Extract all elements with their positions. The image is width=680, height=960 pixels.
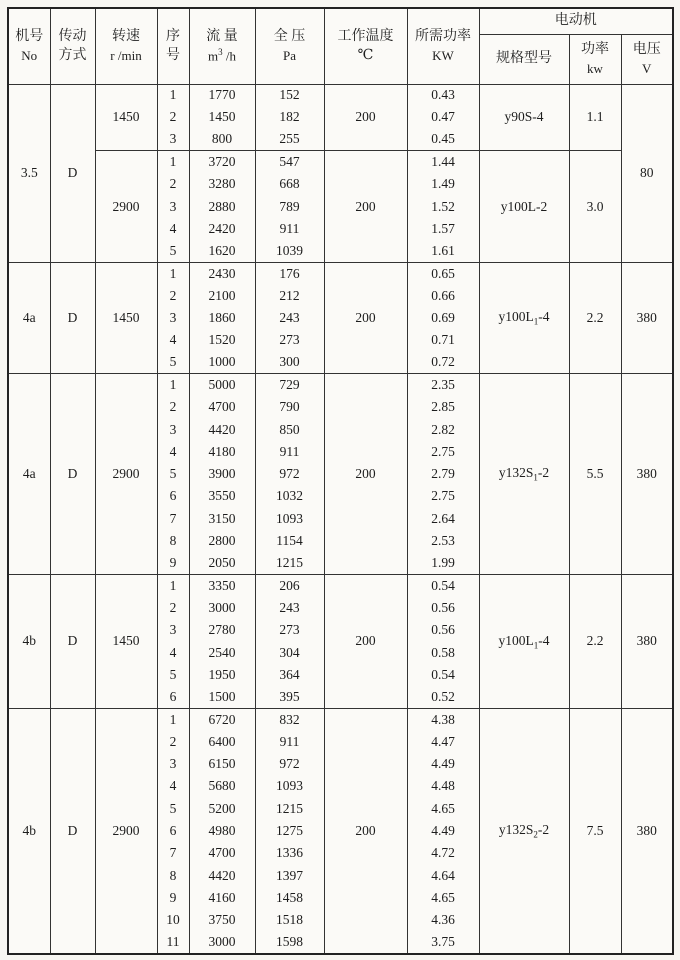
cell-temperature: 200 <box>324 575 407 709</box>
col-header-index <box>157 8 189 84</box>
cell-machine-no: 4a <box>8 262 50 373</box>
cell-required-power: 3.75 <box>407 931 479 953</box>
cell-flow: 3150 <box>189 508 255 530</box>
cell-pressure: 1518 <box>255 909 324 931</box>
cell-voltage: 380 <box>621 262 673 373</box>
motor-power-unit: kw <box>587 60 603 76</box>
cell-index: 9 <box>157 887 189 909</box>
cell-machine-no: 3.5 <box>8 84 50 262</box>
cell-index: 10 <box>157 909 189 931</box>
col-header-motor-group: 电动机 <box>479 8 673 34</box>
cell-pressure: 304 <box>255 641 324 663</box>
cell-flow: 5000 <box>189 374 255 396</box>
cell-flow: 1520 <box>189 329 255 351</box>
cell-flow: 4160 <box>189 887 255 909</box>
cell-index: 11 <box>157 931 189 953</box>
table-header <box>8 8 673 84</box>
col-header-flow <box>189 8 255 84</box>
cell-flow: 1620 <box>189 240 255 262</box>
col-header-voltage <box>621 34 673 84</box>
cell-index: 6 <box>157 820 189 842</box>
cell-required-power: 0.47 <box>407 106 479 128</box>
cell-flow: 3750 <box>189 909 255 931</box>
cell-index: 4 <box>157 775 189 797</box>
cell-motor-power: 2.2 <box>569 262 621 373</box>
cell-pressure: 1093 <box>255 508 324 530</box>
cell-index: 3 <box>157 195 189 217</box>
cell-index: 2 <box>157 106 189 128</box>
col-header-motor-model: 规格型号 <box>479 34 569 84</box>
cell-pressure: 972 <box>255 463 324 485</box>
cell-index: 7 <box>157 508 189 530</box>
cell-required-power: 4.49 <box>407 753 479 775</box>
cell-index: 4 <box>157 441 189 463</box>
cell-voltage: 380 <box>621 575 673 709</box>
cell-pressure: 243 <box>255 307 324 329</box>
cell-flow: 800 <box>189 129 255 151</box>
cell-index: 1 <box>157 84 189 106</box>
drive-label-2: 方式 <box>58 48 87 64</box>
cell-flow: 3350 <box>189 575 255 597</box>
cell-flow: 3000 <box>189 597 255 619</box>
cell-pressure: 1032 <box>255 485 324 507</box>
cell-motor-model: y100L-2 <box>479 151 569 262</box>
temperature-label: 工作温度 <box>337 28 394 44</box>
cell-index: 6 <box>157 686 189 708</box>
fan-spec-table <box>7 7 674 955</box>
table-row <box>8 374 673 396</box>
cell-flow: 3550 <box>189 485 255 507</box>
pressure-unit: Pa <box>283 47 296 63</box>
cell-flow: 1860 <box>189 307 255 329</box>
table-row <box>8 84 673 106</box>
cell-flow: 4420 <box>189 418 255 440</box>
cell-motor-model: y90S-4 <box>479 84 569 151</box>
cell-index: 9 <box>157 552 189 574</box>
cell-index: 1 <box>157 262 189 284</box>
cell-pressure: 1397 <box>255 864 324 886</box>
cell-flow: 3000 <box>189 931 255 953</box>
cell-index: 4 <box>157 329 189 351</box>
cell-pressure: 243 <box>255 597 324 619</box>
cell-required-power: 0.54 <box>407 575 479 597</box>
cell-index: 8 <box>157 864 189 886</box>
cell-required-power: 4.38 <box>407 708 479 730</box>
cell-index: 3 <box>157 753 189 775</box>
cell-required-power: 0.45 <box>407 129 479 151</box>
cell-index: 1 <box>157 708 189 730</box>
flow-label: 流 量 <box>206 28 238 44</box>
cell-machine-no: 4b <box>8 575 50 709</box>
cell-required-power: 2.53 <box>407 530 479 552</box>
cell-pressure: 668 <box>255 173 324 195</box>
cell-flow: 2800 <box>189 530 255 552</box>
index-label-2: 号 <box>166 48 180 64</box>
cell-flow: 1950 <box>189 664 255 686</box>
cell-motor-power: 7.5 <box>569 708 621 953</box>
cell-required-power: 2.75 <box>407 485 479 507</box>
cell-flow: 2880 <box>189 195 255 217</box>
cell-flow: 1450 <box>189 106 255 128</box>
cell-pressure: 1215 <box>255 798 324 820</box>
cell-flow: 1770 <box>189 84 255 106</box>
cell-index: 5 <box>157 798 189 820</box>
cell-temperature: 200 <box>324 708 407 953</box>
cell-pressure: 1336 <box>255 842 324 864</box>
cell-pressure: 152 <box>255 84 324 106</box>
cell-required-power: 0.43 <box>407 84 479 106</box>
cell-index: 3 <box>157 418 189 440</box>
table-row <box>8 151 673 173</box>
cell-drive-mode: D <box>50 708 95 953</box>
cell-temperature: 200 <box>324 262 407 373</box>
col-header-machine-no <box>8 8 50 84</box>
motor-power-label: 功率 <box>581 42 609 58</box>
cell-pressure: 364 <box>255 664 324 686</box>
cell-required-power: 1.44 <box>407 151 479 173</box>
cell-required-power: 2.85 <box>407 396 479 418</box>
cell-machine-no: 4b <box>8 708 50 953</box>
cell-flow: 2100 <box>189 285 255 307</box>
cell-drive-mode: D <box>50 262 95 373</box>
cell-pressure: 1215 <box>255 552 324 574</box>
cell-required-power: 2.35 <box>407 374 479 396</box>
table-row <box>8 708 673 730</box>
cell-index: 1 <box>157 575 189 597</box>
cell-required-power: 1.49 <box>407 173 479 195</box>
cell-pressure: 273 <box>255 329 324 351</box>
cell-temperature: 200 <box>324 374 407 575</box>
cell-voltage: 380 <box>621 708 673 953</box>
cell-flow: 2050 <box>189 552 255 574</box>
cell-motor-power: 2.2 <box>569 575 621 709</box>
cell-pressure: 911 <box>255 218 324 240</box>
cell-index: 5 <box>157 463 189 485</box>
cell-required-power: 1.52 <box>407 195 479 217</box>
cell-pressure: 790 <box>255 396 324 418</box>
cell-flow: 5680 <box>189 775 255 797</box>
cell-index: 1 <box>157 374 189 396</box>
col-header-required-power <box>407 8 479 84</box>
cell-index: 2 <box>157 285 189 307</box>
cell-pressure: 832 <box>255 708 324 730</box>
cell-required-power: 4.48 <box>407 775 479 797</box>
cell-pressure: 182 <box>255 106 324 128</box>
cell-index: 6 <box>157 485 189 507</box>
cell-temperature: 200 <box>324 151 407 262</box>
cell-pressure: 1039 <box>255 240 324 262</box>
cell-motor-model: $y100L_1-4$ <box>479 262 569 373</box>
cell-flow: 2540 <box>189 641 255 663</box>
cell-required-power: 4.65 <box>407 798 479 820</box>
cell-required-power: 1.99 <box>407 552 479 574</box>
cell-index: 1 <box>157 151 189 173</box>
cell-pressure: 1154 <box>255 530 324 552</box>
cell-index: 4 <box>157 218 189 240</box>
cell-pressure: 300 <box>255 352 324 374</box>
cell-index: 5 <box>157 664 189 686</box>
cell-pressure: 1275 <box>255 820 324 842</box>
cell-required-power: 2.79 <box>407 463 479 485</box>
cell-flow: 6720 <box>189 708 255 730</box>
cell-index: 2 <box>157 173 189 195</box>
cell-pressure: 212 <box>255 285 324 307</box>
cell-speed: 2900 <box>95 151 157 262</box>
col-header-drive <box>50 8 95 84</box>
cell-index: 8 <box>157 530 189 552</box>
cell-required-power: 0.54 <box>407 664 479 686</box>
cell-required-power: 0.56 <box>407 619 479 641</box>
cell-flow: 4700 <box>189 396 255 418</box>
cell-required-power: 4.47 <box>407 731 479 753</box>
cell-required-power: 4.64 <box>407 864 479 886</box>
speed-unit: r /min <box>110 47 142 63</box>
cell-pressure: 273 <box>255 619 324 641</box>
cell-index: 2 <box>157 597 189 619</box>
cell-motor-model: $y132S_2-2$ <box>479 708 569 953</box>
cell-required-power: 0.56 <box>407 597 479 619</box>
cell-required-power: 0.66 <box>407 285 479 307</box>
cell-flow: 1500 <box>189 686 255 708</box>
pressure-label: 全 压 <box>273 29 306 45</box>
speed-label: 转速 <box>112 29 140 45</box>
cell-drive-mode: D <box>50 575 95 709</box>
cell-flow: 2420 <box>189 218 255 240</box>
cell-pressure: 547 <box>255 151 324 173</box>
cell-motor-model: $y100L_1-4$ <box>479 575 569 709</box>
cell-index: 3 <box>157 129 189 151</box>
flow-unit: $m^3$ /h <box>208 47 236 64</box>
cell-flow: 1000 <box>189 352 255 374</box>
drive-label-1: 传动 <box>58 28 87 44</box>
voltage-unit: V <box>642 60 652 76</box>
cell-index: 5 <box>157 240 189 262</box>
cell-flow: 4420 <box>189 864 255 886</box>
cell-required-power: 2.64 <box>407 508 479 530</box>
cell-pressure: 1458 <box>255 887 324 909</box>
cell-index: 3 <box>157 619 189 641</box>
cell-index: 7 <box>157 842 189 864</box>
cell-motor-model: $y132S_1-2$ <box>479 374 569 575</box>
cell-required-power: 0.72 <box>407 352 479 374</box>
voltage-label: 电压 <box>632 42 661 58</box>
cell-flow: 4980 <box>189 820 255 842</box>
cell-speed: 1450 <box>95 262 157 373</box>
cell-required-power: 0.65 <box>407 262 479 284</box>
cell-required-power: 4.49 <box>407 820 479 842</box>
cell-flow: 3280 <box>189 173 255 195</box>
cell-flow: 3720 <box>189 151 255 173</box>
cell-index: 2 <box>157 731 189 753</box>
cell-motor-power: 1.1 <box>569 84 621 151</box>
cell-pressure: 1598 <box>255 931 324 953</box>
cell-flow: 2430 <box>189 262 255 284</box>
cell-index: 3 <box>157 307 189 329</box>
cell-required-power: 0.52 <box>407 686 479 708</box>
cell-pressure: 206 <box>255 575 324 597</box>
cell-flow: 4700 <box>189 842 255 864</box>
required-power-label: 所需功率 <box>415 29 471 45</box>
cell-motor-power: 3.0 <box>569 151 621 262</box>
cell-speed: 1450 <box>95 575 157 709</box>
col-header-pressure <box>255 8 324 84</box>
cell-pressure: 789 <box>255 195 324 217</box>
cell-pressure: 911 <box>255 731 324 753</box>
col-header-motor-power <box>569 34 621 84</box>
table-row <box>8 262 673 284</box>
cell-required-power: 2.75 <box>407 441 479 463</box>
cell-pressure: 850 <box>255 418 324 440</box>
cell-index: 4 <box>157 641 189 663</box>
cell-required-power: 0.71 <box>407 329 479 351</box>
cell-pressure: 255 <box>255 129 324 151</box>
cell-pressure: 1093 <box>255 775 324 797</box>
cell-index: 2 <box>157 396 189 418</box>
index-label-1: 序 <box>166 28 180 44</box>
cell-drive-mode: D <box>50 374 95 575</box>
cell-machine-no: 4a <box>8 374 50 575</box>
cell-voltage: 80 <box>621 84 673 262</box>
cell-required-power: 4.65 <box>407 887 479 909</box>
cell-required-power: 0.69 <box>407 307 479 329</box>
cell-flow: 6150 <box>189 753 255 775</box>
col-header-temperature <box>324 8 407 84</box>
cell-required-power: 0.58 <box>407 641 479 663</box>
cell-pressure: 911 <box>255 441 324 463</box>
col-header-speed <box>95 8 157 84</box>
cell-required-power: 1.57 <box>407 218 479 240</box>
required-power-unit: KW <box>432 47 454 63</box>
cell-required-power: 2.82 <box>407 418 479 440</box>
cell-flow: 6400 <box>189 731 255 753</box>
cell-speed: 2900 <box>95 374 157 575</box>
cell-speed: 2900 <box>95 708 157 953</box>
cell-voltage: 380 <box>621 374 673 575</box>
table-row <box>8 575 673 597</box>
temperature-unit: ℃ <box>357 48 374 64</box>
machine-no-unit: No <box>21 47 38 63</box>
cell-pressure: 395 <box>255 686 324 708</box>
cell-index: 5 <box>157 352 189 374</box>
cell-pressure: 729 <box>255 374 324 396</box>
cell-required-power: 4.72 <box>407 842 479 864</box>
cell-required-power: 1.61 <box>407 240 479 262</box>
cell-drive-mode: D <box>50 84 95 262</box>
cell-speed: 1450 <box>95 84 157 151</box>
table-body <box>8 84 673 954</box>
cell-flow: 2780 <box>189 619 255 641</box>
cell-flow: 5200 <box>189 798 255 820</box>
cell-pressure: 176 <box>255 262 324 284</box>
machine-no-label: 机号 <box>15 29 44 45</box>
cell-pressure: 972 <box>255 753 324 775</box>
cell-motor-power: 5.5 <box>569 374 621 575</box>
cell-flow: 3900 <box>189 463 255 485</box>
cell-flow: 4180 <box>189 441 255 463</box>
cell-temperature: 200 <box>324 84 407 151</box>
cell-required-power: 4.36 <box>407 909 479 931</box>
